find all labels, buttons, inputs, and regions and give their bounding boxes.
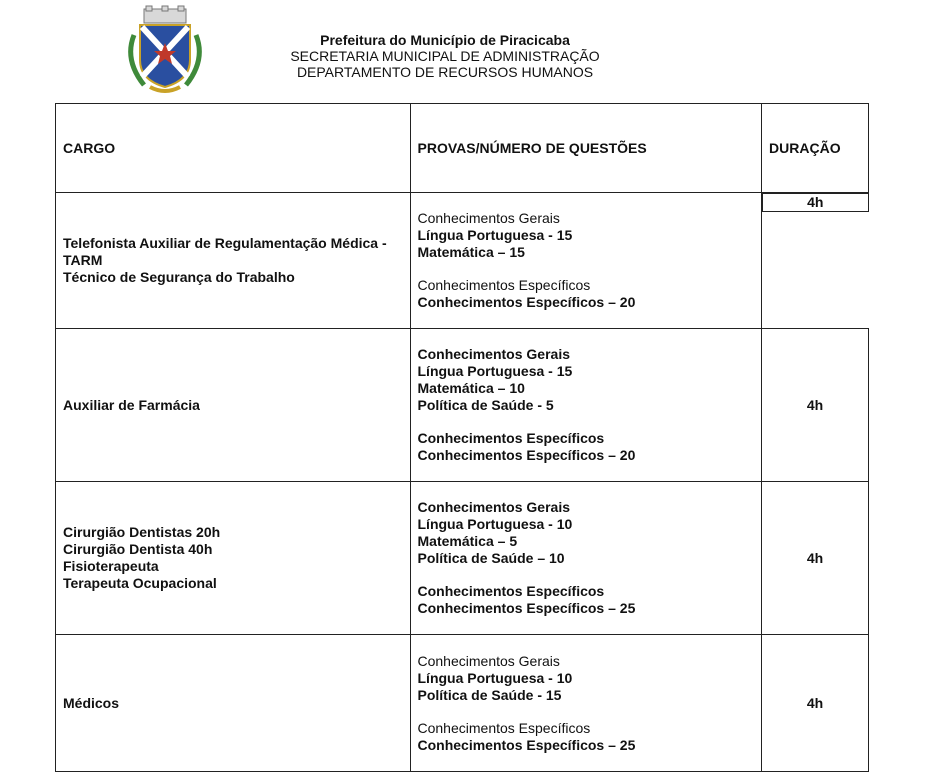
exam-item: Matemática – 15: [417, 244, 525, 260]
provas-cell: [410, 635, 762, 772]
cargo-line: TARM: [63, 252, 103, 268]
cargo-cell: [56, 635, 411, 772]
header-duracao: DURAÇÃO: [762, 104, 869, 193]
especificos-title: Conhecimentos Específicos: [417, 719, 591, 736]
especificos-title: Conhecimentos Específicos: [417, 277, 591, 293]
cargo-line: Cirurgião Dentistas 20h: [63, 524, 221, 540]
exam-item: Língua Portuguesa - 10: [417, 516, 573, 532]
exam-item: Política de Saúde - 15: [417, 686, 562, 703]
header-department: DEPARTAMENTO DE RECURSOS HUMANOS: [296, 64, 594, 80]
exam-item: Língua Portuguesa - 15: [417, 227, 573, 243]
exam-item: Conhecimentos Específicos – 20: [417, 447, 636, 463]
exam-item: Matemática – 5: [417, 533, 518, 549]
especificos-title: Conhecimentos Específicos: [417, 430, 605, 446]
header-cargo: CARGO: [56, 104, 411, 193]
table-header-row: [56, 104, 869, 193]
duracao-cell: 4h: [762, 193, 868, 212]
duracao-cell: 4h: [762, 329, 869, 482]
gerais-title: Conhecimentos Gerais: [417, 652, 560, 669]
gerais-title: Conhecimentos Gerais: [417, 499, 570, 515]
gerais-title: Conhecimentos Gerais: [417, 210, 560, 226]
table-row: [56, 193, 869, 329]
header-secretariat: SECRETARIA MUNICIPAL DE ADMINISTRAÇÃO: [290, 48, 600, 64]
provas-cell: [410, 329, 762, 482]
exam-item: Política de Saúde – 10: [417, 550, 565, 566]
exam-item: Matemática – 10: [417, 380, 525, 396]
coat-of-arms-logo: [124, 5, 206, 95]
provas-cell: [410, 193, 762, 329]
exam-table: [55, 103, 869, 772]
exam-item: Política de Saúde - 5: [417, 397, 554, 413]
gerais-title: Conhecimentos Gerais: [417, 346, 570, 362]
header-provas: PROVAS/NÚMERO DE QUESTÕES: [410, 104, 762, 193]
duracao-cell: 4h: [762, 482, 869, 635]
header-municipality: Prefeitura do Município de Piracicaba: [320, 32, 570, 48]
cargo-line: Telefonista Auxiliar de Regulamentação Médica -: [63, 235, 387, 251]
exam-item: Conhecimentos Específicos – 20: [417, 294, 636, 310]
document-header: [250, 32, 640, 80]
cargo-line: Cirurgião Dentista 40h: [63, 541, 213, 557]
cargo-line: Terapeuta Ocupacional: [63, 575, 217, 591]
cargo-cell: [56, 193, 411, 329]
table-row: [56, 329, 869, 482]
table-row: [56, 635, 869, 772]
especificos-title: Conhecimentos Específicos: [417, 583, 605, 599]
cargo-cell: [56, 329, 411, 482]
duracao-cell: 4h: [762, 635, 869, 772]
provas-cell: [410, 482, 762, 635]
table-row: [56, 482, 869, 635]
cargo-line: Auxiliar de Farmácia: [63, 396, 200, 413]
exam-item: Conhecimentos Específicos – 25: [417, 736, 636, 753]
cargo-cell: [56, 482, 411, 635]
cargo-line: Fisioterapeuta: [63, 558, 159, 574]
exam-item: Conhecimentos Específicos – 25: [417, 600, 636, 616]
exam-item: Língua Portuguesa - 15: [417, 363, 573, 379]
cargo-line: Médicos: [63, 694, 120, 711]
exam-item: Língua Portuguesa - 10: [417, 669, 573, 686]
cargo-line: Técnico de Segurança do Trabalho: [63, 269, 295, 285]
